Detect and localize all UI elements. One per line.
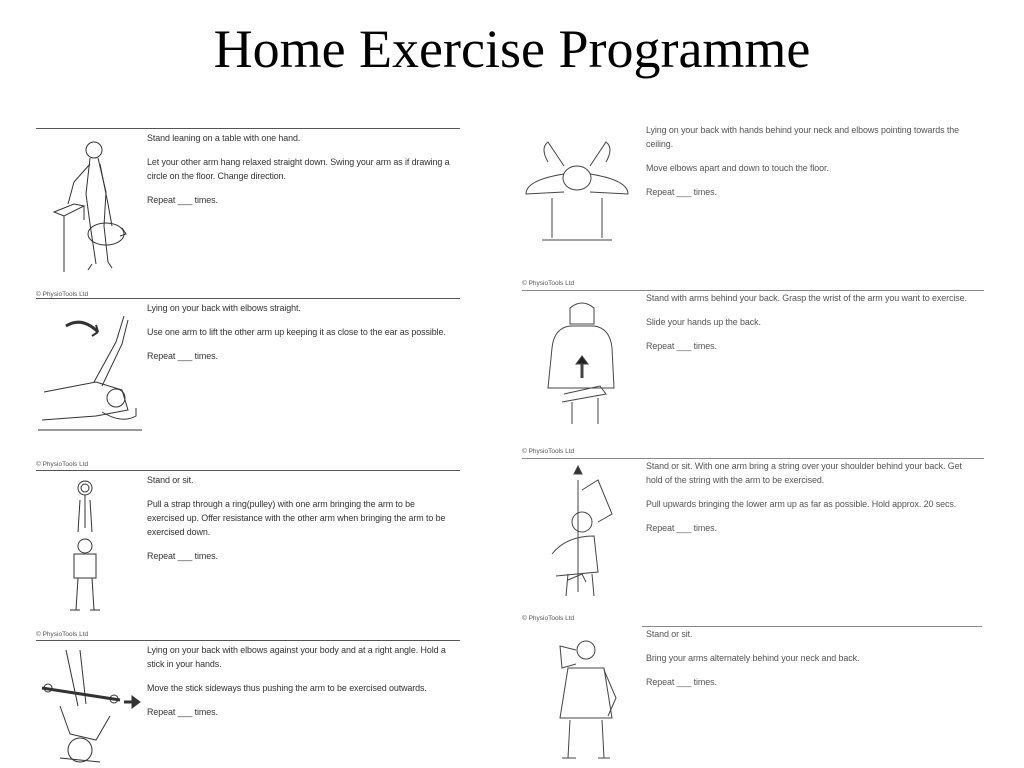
exercise-8 [522,626,984,766]
divider [36,470,460,471]
exercise-3-illustration [66,478,106,614]
divider [36,298,460,299]
exercise-3-line-1: Stand or sit. [147,475,194,486]
exercise-6-line-2: Slide your hands up the back. [646,317,761,328]
exercise-1-line-1: Stand leaning on a table with one hand. [147,133,301,144]
exercise-4-line-2: Move the stick sideways thus pushing the arm to be exercised outwards. [147,683,427,694]
credit: © PhysioTools Ltd [522,615,575,622]
exercise-1 [36,128,460,288]
exercise-8-text [646,628,980,700]
credit: © PhysioTools Ltd [522,280,575,287]
exercise-3 [36,470,460,628]
exercise-7-line-2: Pull upwards bringing the lower arm up as far as possible. Hold approx. 20 secs. [646,499,957,510]
exercise-8-line-2: Bring your arms alternately behind your neck and back. [646,653,860,664]
exercise-7-illustration [542,464,626,600]
exercise-2-line-3: Repeat ___ times. [147,351,218,362]
divider [36,128,460,129]
exercise-6-line-1: Stand with arms behind your back. Grasp the wrist of the arm you want to exercise. [646,293,967,304]
exercise-5-text [646,124,980,210]
exercise-5-line-1: Lying on your back with hands behind your neck and elbows pointing towards the ceiling. [646,125,960,150]
page-title: Home Exercise Programme [213,19,811,79]
exercise-1-illustration [46,134,141,272]
exercise-5-illustration [522,136,632,244]
credit: © PhysioTools Ltd [36,631,89,638]
exercise-7-line-3: Repeat ___ times. [646,523,717,534]
exercise-3-line-2: Pull a strap through a ring(pulley) with one arm bringing the arm to be exercised up. Offer resistance with the other arm when bringing the arm to be exercised down. [147,499,446,538]
exercise-2-line-2: Use one arm to lift the other arm up keeping it as close to the ear as possible. [147,327,446,338]
exercise-2 [36,298,460,458]
exercise-5 [522,118,984,276]
exercise-4-text [147,644,453,730]
exercise-3-text [147,474,453,574]
exercise-4-illustration [40,646,150,768]
exercise-1-line-3: Repeat ___ times. [147,195,218,206]
exercise-7-line-1: Stand or sit. With one arm bring a string over your shoulder behind your back. Get hold of the string with the arm to be exercised. [646,461,962,486]
exercise-6-illustration [544,298,624,426]
exercise-3-line-3: Repeat ___ times. [147,551,218,562]
credit: © PhysioTools Ltd [522,448,575,455]
divider [642,626,982,627]
exercise-8-line-3: Repeat ___ times. [646,677,717,688]
exercise-1-line-2: Let your other arm hang relaxed straight down. Swing your arm as if drawing a circle on the floor. Change direction. [147,157,450,182]
exercise-6-line-3: Repeat ___ times. [646,341,717,352]
exercise-1-text [147,132,453,218]
exercise-4 [36,640,460,768]
exercise-5-line-3: Repeat ___ times. [646,187,717,198]
divider [36,640,460,641]
exercise-2-text [147,302,453,374]
divider [522,458,984,459]
exercise-6 [522,290,984,448]
exercise-8-illustration [548,634,628,762]
exercise-6-text [646,292,980,364]
exercise-4-line-3: Repeat ___ times. [147,707,218,718]
exercise-2-line-1: Lying on your back with elbows straight. [147,303,301,314]
exercise-7 [522,458,984,616]
exercise-7-text [646,460,980,546]
divider [522,290,984,291]
exercise-4-line-1: Lying on your back with elbows against your body and at a right angle. Hold a stick in your hands. [147,645,446,670]
credit: © PhysioTools Ltd [36,291,89,298]
exercise-5-line-2: Move elbows apart and down to touch the floor. [646,163,829,174]
exercise-2-illustration [36,312,146,434]
exercise-8-line-1: Stand or sit. [646,629,693,640]
credit: © PhysioTools Ltd [36,461,89,468]
